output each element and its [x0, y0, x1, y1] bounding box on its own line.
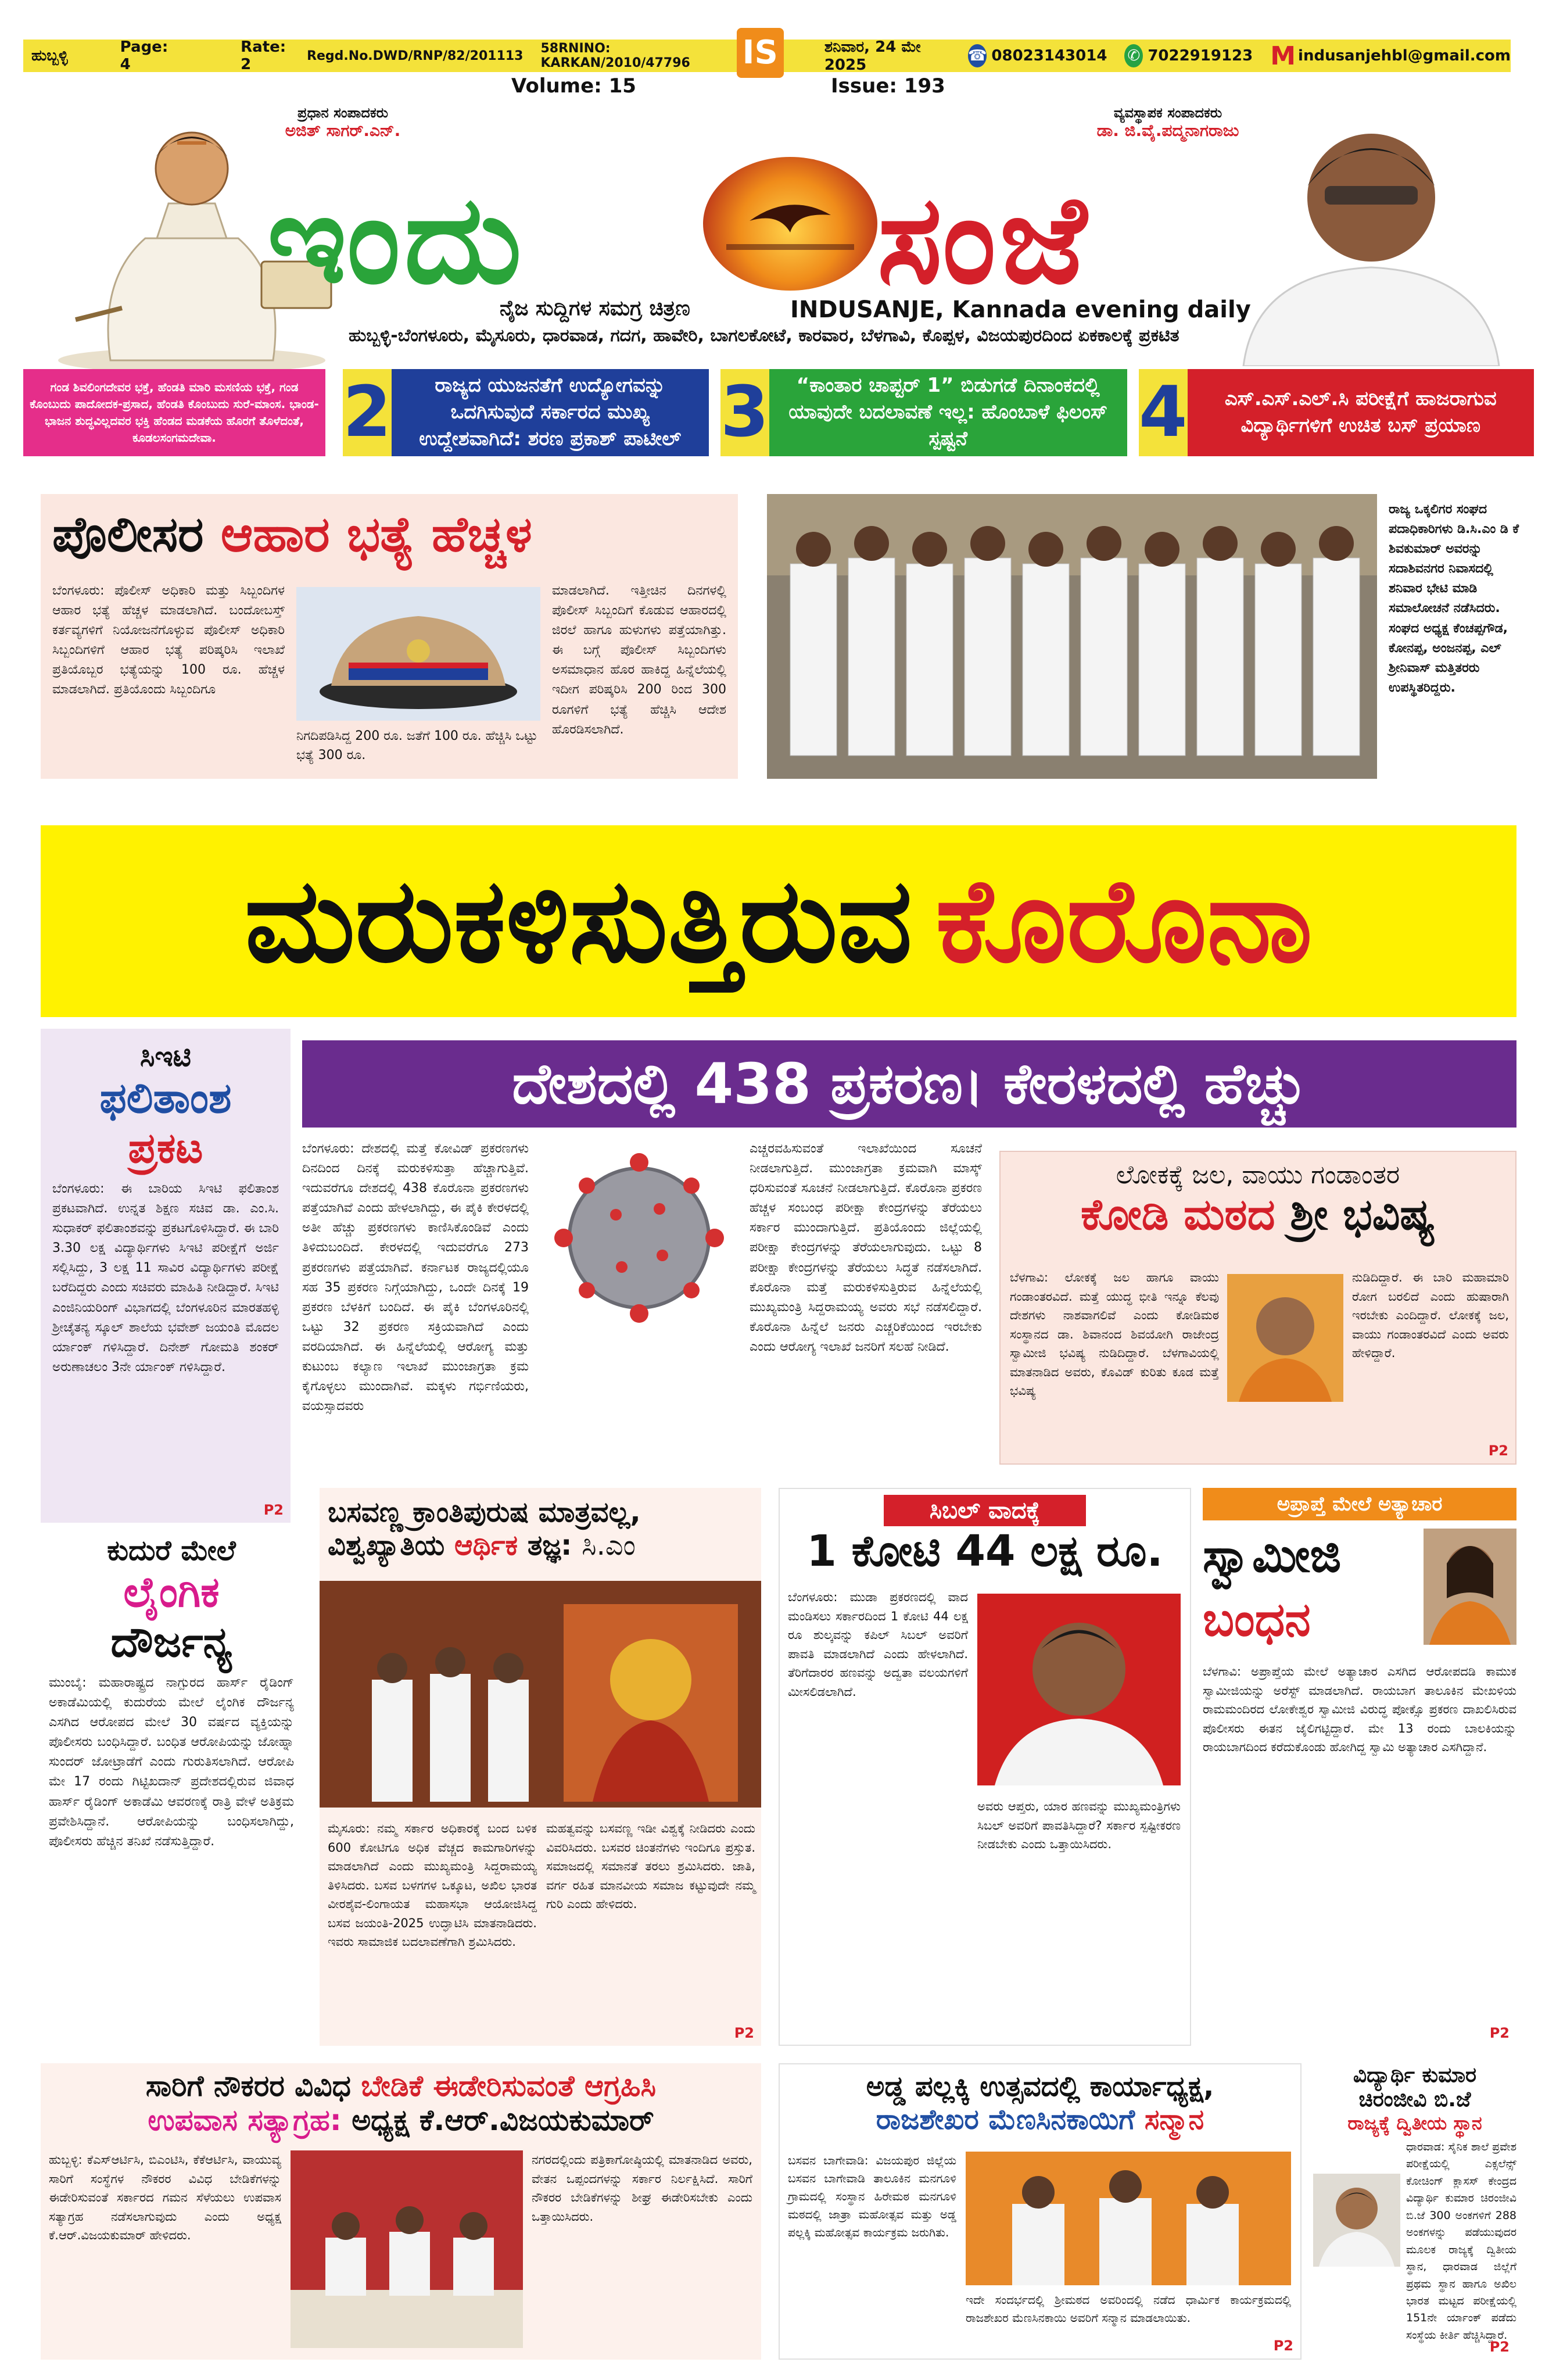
cet-continue[interactable]: P2 — [263, 1502, 284, 1518]
basavanna-col1: ಮೈಸೂರು: ನಮ್ಮ ಸರ್ಕಾರ ಅಧಿಕಾರಕ್ಕೆ ಬಂದ ಬಳಿಕ 600 ಕೋಟಿಗೂ ಅಧಿಕ ವೆಚ್ಚದ ಕಾಮಗಾರಿಗಳನ್ನು ಮಾಡಲಾಗಿದೆ ಎಂದು ಮುಖ್ಯಮಂತ್ರಿ ಸಿದ್ದರಾಮಯ್ಯ ತಿಳಿಸಿದರು. ಬಸವ ಬಳಗಗಳ ಒಕ್ಕೂಟ, ಅಖಿಲ ಭಾರತ ವೀರಶೈವ-ಲಿಂಗಾಯತ ಮಹಾಸಭಾ ಆಯೋಜಿಸಿದ್ದ ಬಸವ ಜಯಂತಿ-2025 ಉದ್ಘಾಟಿಸಿ ಮಾತನಾಡಿದರು. ಇವರು ಸಾಮಾಜಿಕ ಬದಲಾವಣೆಗಾಗಿ ಶ್ರಮಿಸಿದರು. — [328, 1821, 537, 1949]
kodi-headline-a: ಕೋಡಿ ಮಠದ — [1081, 1190, 1275, 1240]
swamiji-text: ಬೆಳಗಾವಿ: ಅಪ್ರಾಪ್ತೆಯ ಮೇಲೆ ಅತ್ಯಾಚಾರ ಎಸಗಿದ ಆರೋಪದಡಿ ಕಾಮುಕ ಸ್ವಾಮೀಜಿಯನ್ನು ಅರೆಸ್ಟ್ ಮಾಡಲಾಗಿದೆ. ರಾಯಬಾಗ ತಾಲೂಕಿನ ಮೇಖಳಿಯ ರಾಮಮಂದಿರದ ಲೋಕೇಶ್ವರ ಸ್ವಾಮೀಜಿ ವಿರುದ್ಧ ಪೋಕ್ಸೊ ಪ್ರಕರಣ ದಾಖಲಿಸಿರುವ ಪೊಲೀಸರು ಈತನ ಜೈಲಿಗಟ್ಟಿದ್ದಾರೆ. ಮೇ 13 ರಂದು ಬಾಲಕಿಯನ್ನು ರಾಯಬಾಗದಿಂದ ಕರೆದುಕೊಂಡು ಹೋಗಿದ್ದ ಸ್ವಾಮಿ ಅತ್ಯಾಚಾರ ಎಸಗಿದ್ದಾನೆ. — [1203, 1665, 1516, 1755]
phone-number[interactable]: 08023143014 — [991, 47, 1107, 65]
swamiji-article — [1203, 1488, 1516, 2046]
sibil-article — [779, 1488, 1191, 2046]
swamiji-headline-b: ಬಂಧನ — [1203, 1592, 1311, 1647]
adda-headline-b: ರಾಜಶೇಖರ ಮೆಣಸಿನಕಾಯಿಗೆ — [876, 2103, 1135, 2136]
police-cap-image — [296, 587, 540, 721]
teaser-4-text: ಎಸ್.ಎಸ್.ಎಲ್.ಸಿ ಪರೀಕ್ಷೆಗೆ ಹಾಜರಾಗುವ ವಿದ್ಯಾರ್ಥಿಗಳಿಗೆ ಉಚಿತ ಬಸ್ ಪ್ರಯಾಣ — [1224, 387, 1497, 437]
kodi-col2: ನುಡಿದಿದ್ದಾರೆ. ಈ ಬಾರಿ ಮಹಾಮಾರಿ ರೋಗ ಬರಲಿದೆ ಎಂದು ಹುಷಾರಾಗಿ ಇರಬೇಕು ಎಂದಿದ್ದಾರೆ. ಲೋಕಕ್ಕೆ ಜಲ, ವಾಯು ಗಂಡಾಂತರವಿದೆ ಎಂದು ಅವರು ಹೇಳಿದ್ದಾರೆ. — [1352, 1270, 1509, 1361]
teaser-3[interactable] — [720, 369, 1127, 456]
student-headline-a: ವಿದ್ಯಾರ್ಥಿ ಕುಮಾರ — [1353, 2063, 1477, 2087]
adda-col2: ಇದೇ ಸಂದರ್ಭದಲ್ಲಿ ಶ್ರೀಮಠದ ಅವರಿಂದಲ್ಲಿ ನಡೆದ ಧಾರ್ಮಿಕ ಕಾರ್ಯಕ್ರಮದಲ್ಲಿ ರಾಜಶೇಖರ ಮೆಣಸಿನಕಾಯಿ ಅವರಿಗೆ ಸನ್ಮಾನ ಮಾಡಲಾಯಿತು. — [966, 2293, 1291, 2325]
police-headline-a: ಪೊಲೀಸರ — [52, 506, 204, 563]
founder-photo — [1220, 99, 1522, 366]
student-headline-c: ರಾಜ್ಯಕ್ಕೆ ದ್ವಿತೀಯ ಸ್ಥಾನ — [1347, 2112, 1482, 2134]
corona-headline-a: ಮರುಕಳಿಸುತ್ತಿರುವ — [244, 853, 913, 989]
swamiji-photo — [1227, 1274, 1343, 1402]
horse-text: ಮುಂಬೈ: ಮಹಾರಾಷ್ಟ್ರದ ನಾಗ್ಪುರದ ಹಾರ್ಸ್ ರೈಡಿಂಗ್ ಅಕಾಡೆಮಿಯಲ್ಲಿ ಕುದುರೆಯ ಮೇಲೆ ಲೈಂಗಿಕ ದೌರ್ಜನ್ಯ ಎಸಗಿದ ಆರೋಪದ ಮೇಲೆ 30 ವರ್ಷದ ವ್ಯಕ್ತಿಯನ್ನು ಪೊಲೀಸರು ಬಂಧಿಸಿದ್ದಾರೆ. ಬಂಧಿತ ಆರೋಪಿಯನ್ನು ಜೋಹ್ನಾ ಸುಂದರ್ ಜೋಟ್ರಾಡೆಗೆ ಎಂದು ಗುರುತಿಸಲಾಗಿದೆ. ಆರೋಪಿ ಮೇ 17 ರಂದು ಗಿಟ್ಟಿಖದಾನ್ ಪ್ರದೇಶದಲ್ಲಿರುವ ಜಿವಾಧ ಹಾರ್ಸ್ ರೈಡಿಂಗ್ ಅಕಾಡೆಮಿ ಆವರಣಕ್ಕೆ ರಾತ್ರಿ ವೇಳೆ ಅತಿಕ್ರಮ ಪ್ರವೇಶಿಸಿದ್ದಾನೆ. ಆರೋಪಿಯನ್ನು ಬಂಧಿಸಲಾಗಿದ್ದು, ಪೊಲೀಸರು ಹೆಚ್ಚಿನ ತನಿಖೆ ನಡೆಸುತ್ತಿದ್ದಾರೆ. — [49, 1676, 294, 1849]
cet-headline-a: ಫಲಿತಾಂಶ — [99, 1073, 232, 1122]
meeting-caption: ರಾಜ್ಯ ಒಕ್ಕಲಿಗರ ಸಂಘದ ಪದಾಧಿಕಾರಿಗಳು ಡಿ.ಸಿ.ಎಂ ಡಿ ಕೆ ಶಿವಕುಮಾರ್ ಅವರನ್ನು ಸದಾಶಿವನಗರ ನಿವಾಸದಲ್ಲಿ ಶನಿವಾರ ಭೇಟಿ ಮಾಡಿ ಸಮಾಲೋಚನೆ ನಡೆಸಿದರು. ಸಂಘದ ಅಧ್ಯಕ್ಷ ಕೆಂಚಪ್ಪಗೌಡ, ಕೋನಪ್ಪ, ಅಂಜನಪ್ಪ, ಎಲ್ ಶ್ರೀನಿವಾಸ್ ಮತ್ತಿತರರು ಉಪಸ್ಥಿತರಿದ್ದರು. — [1389, 502, 1519, 695]
student-headline-b: ಚಿರಂಜೀವಿ ಬಿ.ಜೆ — [1358, 2088, 1471, 2111]
manager-name: ಡಾ. ಜಿ.ವೈ.ಪದ್ಮನಾಗರಾಜು — [1096, 121, 1239, 140]
police-col1: ಬೆಂಗಳೂರು: ಪೊಲೀಸ್ ಅಧಿಕಾರಿ ಮತ್ತು ಸಿಬ್ಬಂದಿಗಳ ಆಹಾರ ಭತ್ಯೆ ಹೆಚ್ಚಳ ಮಾಡಲಾಗಿದೆ. ಬಂದೋಬಸ್ತ್ ಕರ್ತವ್ಯಗಳಿಗೆ ನಿಯೋಜನೆಗೊಳ್ಳುವ ಪೊಲೀಸ್ ಅಧಿಕಾರಿ ಸಿಬ್ಬಂದಿಗಳಿಗೆ ಆಹಾರ ಭತ್ಯೆ ಪರಿಷ್ಕರಿಸಿ ಇಲಾಖೆ ಪ್ರತಿಯೊಬ್ಬರ ಭತ್ಯೆಯನ್ನು 100 ರೂ. ಹೆಚ್ಚಳ ಮಾಡಲಾಗಿದೆ. ಪ್ರತಿಯೊಂದು ಸಿಬ್ಬಂದಿಗೂ — [52, 584, 285, 697]
police-headline-b: ಆಹಾರ ಭತ್ಯೆ ಹೆಚ್ಚಳ — [220, 506, 532, 563]
basavanna-headline-b2: ಆರ್ಥಿಕ — [454, 1529, 518, 1562]
date-label: ಶನಿವಾರ, 24 ಮೇ 2025 — [824, 38, 921, 74]
swamiji-headline-a: ಸ್ವಾಮೀಜಿ — [1203, 1529, 1342, 1583]
corona-subhead: ದೇಶದಲ್ಲಿ 438 ಪ್ರಕರಣ। ಕೇರಳದಲ್ಲಿ ಹೆಚ್ಚು — [302, 1040, 1516, 1128]
corona-col2: ಎಚ್ಚರವಹಿಸುವಂತೆ ಇಲಾಖೆಯಿಂದ ಸೂಚನೆ ನೀಡಲಾಗುತ್ತಿದೆ. ಮುಂಜಾಗ್ರತಾ ಕ್ರಮವಾಗಿ ಮಾಸ್ಕ್ ಧರಿಸುವಂತೆ ಸೂಚನೆ ನೀಡಲಾಗುತ್ತಿದೆ. ಕೊರೊನಾ ಪ್ರಕರಣ ಹೆಚ್ಚಳ ಸಂಬಂಧ ಪರೀಕ್ಷಾ ಕೇಂದ್ರಗಳನ್ನು ತೆರೆಯಲು ಸರ್ಕಾರ ಮುಂದಾಗುತ್ತಿದೆ. ಪ್ರತಿಯೊಂದು ಜಿಲ್ಲೆಯಲ್ಲಿ ಪರೀಕ್ಷಾ ಕೇಂದ್ರಗಳನ್ನು ತೆರೆಯಲಾಗುವುದು. ಒಟ್ಟು 8 ಪರೀಕ್ಷಾ ಕೇಂದ್ರಗಳನ್ನು ತೆರೆಯಲು ಸಿದ್ಧತೆ ನಡೆಸಲಾಗಿದೆ. ಕೊರೊನಾ ಮತ್ತೆ ಮರುಕಳಿಸುತ್ತಿರುವ ಹಿನ್ನೆಲೆಯಲ್ಲಿ ಮುಖ್ಯಮಂತ್ರಿ ಸಿದ್ದರಾಮಯ್ಯ ಅವರು ಸಭೆ ನಡೆಸಲಿದ್ದಾರೆ. ಕೊರೊನಾ ಹಿನ್ನೆಲೆ ಜನರು ಎಚ್ಚರಿಕೆಯಿಂದ ಇರಬೇಕು ಎಂದು ಆರೋಗ್ಯ ಇಲಾಖೆ ಜನರಿಗೆ ಸಲಹೆ ನೀಡಿದೆ. — [750, 1141, 982, 1354]
swamiji-kicker: ಅಪ್ರಾಪ್ತೆ ಮೇಲೆ ಅತ್ಯಾಚಾರ — [1203, 1488, 1516, 1520]
sibil-photo — [977, 1594, 1181, 1785]
teaser-2[interactable] — [343, 369, 709, 456]
basavanna-headline-b4: ಸಿ.ಎಂ — [582, 1529, 636, 1562]
city-label: ಹುಬ್ಬಳ್ಳಿ — [31, 46, 68, 65]
editor-role: ಪ್ರಧಾನ ಸಂಪಾದಕರು — [297, 105, 388, 121]
regd-number: Regd.No.DWD/RNP/82/201113 — [307, 48, 524, 63]
kodi-continue[interactable]: P2 — [1488, 1443, 1508, 1459]
whatsapp-number[interactable]: 7022919123 — [1148, 47, 1253, 65]
press-meet-photo — [291, 2150, 523, 2348]
kodi-headline — [1001, 1190, 1515, 1240]
student-article — [1313, 2063, 1516, 2360]
horse-headline-b: ಲೈಂಗಿಕ — [123, 1567, 220, 1616]
satyagraha-col1: ಹುಬ್ಬಳ್ಳಿ: ಕೆಎಸ್ಆರ್ಟಿಸಿ, ಬಿಎಂಟಿಸಿ, ಕೆಕೆಆರ್ಟಿಸಿ, ವಾಯುವ್ಯ ಸಾರಿಗೆ ಸಂಸ್ಥೆಗಳ ನೌಕರರ ವಿವಿಧ ಬೇಡಿಕೆಗಳನ್ನು ಈಡೇರಿಸುವಂತೆ ಸರ್ಕಾರದ ಗಮನ ಸೆಳೆಯಲು ಉಪವಾಸ ಸತ್ಯಾಗ್ರಹ ನಡೆಸಲಾಗುವುದು ಎಂದು ಅಧ್ಯಕ್ಷ ಕೆ.ಆರ್.ವಿಜಯಕುಮಾರ್ ಹೇಳಿದರು. — [49, 2153, 281, 2243]
sibil-headline: 1 ಕೋಟಿ 44 ಲಕ್ಷ ರೂ. — [806, 1526, 1163, 1576]
whatsapp-icon: ✆ — [1124, 44, 1143, 67]
swamiji-continue[interactable]: P2 — [1489, 2025, 1510, 2041]
basavanna-event-photo — [320, 1581, 761, 1808]
masthead-tagline: ನೈಜ ಸುದ್ದಿಗಳ ಸಮಗ್ರ ಚಿತ್ರಣ — [500, 296, 690, 320]
volume-label: Volume: 15 — [511, 74, 636, 98]
email-address[interactable]: indusanjehbl@gmail.com — [1298, 47, 1511, 65]
issue-label: Issue: 193 — [831, 74, 945, 98]
horse-article — [41, 1534, 302, 2057]
kodi-headline-b: ಶ್ರೀ ಭವಿಷ್ಯ — [1290, 1190, 1435, 1240]
manager-role: ವ್ಯವಸ್ಥಾಪಕ ಸಂಪಾದಕರು — [1113, 105, 1222, 121]
satyagraha-col2: ನಗರದಲ್ಲಿಂದು ಪತ್ರಿಕಾಗೋಷ್ಠಿಯಲ್ಲಿ ಮಾತನಾಡಿದ ಅವರು, ವೇತನ ಒಪ್ಪಂದಗಳನ್ನು ಸರ್ಕಾರ ನಿರ್ಲಕ್ಷಿಸಿದೆ. ಸಾರಿಗೆ ನೌಕರರ ಬೇಡಿಕೆಗಳನ್ನು ಶೀಘ್ರ ಈಡೇರಿಸಬೇಕು ಎಂದು ಒತ್ತಾಯಿಸಿದರು. — [532, 2153, 752, 2224]
vachana-quote: ಗಂಡ ಶಿವಲಿಂಗದೇವರ ಭಕ್ತೆ, ಹೆಂಡತಿ ಮಾರಿ ಮಸಣಿಯ ಭಕ್ತೆ, ಗಂಡ ಕೊಂಬುದು ಪಾದೋದಕ-ಪ್ರಸಾದ, ಹೆಂಡತಿ ಕೊಂಬುದು ಸುರೆ-ಮಾಂಸ. ಭಾಂಡ-ಭಾಜನ ಶುದ್ಧವಿಲ್ಲದವರ ಭಕ್ತಿ ಹೆಂಡದ ಮಡಕೆಯ ಹೊರಗೆ ತೊಳೆದಂತೆ, ಕೂಡಲಸಂಗಮದೇವಾ. — [30, 380, 319, 445]
cet-text: ಬೆಂಗಳೂರು: ಈ ಬಾರಿಯ ಸಿಇಟಿ ಫಲಿತಾಂಶ ಪ್ರಕಟವಾಗಿದೆ. ಉನ್ನತ ಶಿಕ್ಷಣ ಸಚಿವ ಡಾ. ಎಂ.ಸಿ. ಸುಧಾಕರ್ ಫಲಿತಾಂಶವನ್ನು ಪ್ರಕಟಗೊಳಿಸಿದ್ದಾರೆ. ಈ ಬಾರಿ 3.30 ಲಕ್ಷ ವಿದ್ಯಾರ್ಥಿಗಳು ಸಿಇಟಿ ಪರೀಕ್ಷೆಗೆ ಅರ್ಜಿ ಸಲ್ಲಿಸಿದ್ದು, 3 ಲಕ್ಷ 11 ಸಾವಿರ ವಿದ್ಯಾರ್ಥಿಗಳು ಪರೀಕ್ಷೆ ಬರೆದಿದ್ದರು ಎಂದು ಸಚಿವರು ಮಾಹಿತಿ ನೀಡಿದ್ದಾರೆ. ಸಿಇಟಿ ಎಂಜಿನಿಯರಿಂಗ್ ವಿಭಾಗದಲ್ಲಿ ಬೆಂಗಳೂರಿನ ಮಾರತಹಳ್ಳಿ ಶ್ರೀಚೈತನ್ಯ ಸ್ಕೂಲ್ ಶಾಲೆಯ ಭವೇಶ್ ಜಯಂತಿ ಮೊದಲ ರ್ಯಾಂಕ್ ಗಳಿಸಿದ್ದಾರೆ. ದಿನೇಶ್ ಗೋಮತಿ ಶಂಕರ್ ಅರುಣಾಚಲಂ 3ನೇ ರ್ಯಾಂಕ್ ಗಳಿಸಿದ್ದಾರೆ. — [52, 1182, 279, 1375]
satyagraha-headline-1 — [41, 2063, 761, 2103]
sibil-col2: ಅವರು ಆಪ್ತರು, ಯಾರ ಹಣವನ್ನು ಮುಖ್ಯಮಂತ್ರಿಗಳು ಸಿಬಲ್ ಅವರಿಗೆ ಪಾವತಿಸಿದ್ದಾರೆ? ಸರ್ಕಾರ ಸ್ಪಷ್ಟೀಕರಣ ನೀಡಬೇಕು ಎಂದು ಒತ್ತಾಯಿಸಿದರು. — [977, 1799, 1181, 1852]
vachana-quote-box — [23, 369, 325, 456]
police-headline — [52, 506, 532, 563]
basavanna-headline-a: ಬಸವಣ್ಣ ಕ್ರಾಂತಿಪುರುಷ ಮಾತ್ರವಲ್ಲ, — [328, 1496, 641, 1529]
accused-swamiji-photo — [1424, 1529, 1516, 1645]
masthead-brand: INDUSANJE, Kannada evening daily — [790, 296, 1251, 323]
teaser-3-number: 3 — [720, 369, 769, 456]
corona-headline-b: ಕೊರೊನಾ — [935, 853, 1313, 989]
rate-label: Rate: 2 — [241, 38, 286, 73]
horse-headline-a: ಕುದುರೆ ಮೇಲೆ — [107, 1534, 236, 1567]
adda-col1: ಬಸವನ ಬಾಗೇವಾಡಿ: ವಿಜಯಪುರ ಜಿಲ್ಲೆಯ ಬಸವನ ಬಾಗೇವಾಡಿ ತಾಲೂಕಿನ ಮನಗೂಳಿ ಗ್ರಾಮದಲ್ಲಿ ಸಂಸ್ಥಾನ ಹಿರೇಮಠ ಮನಗೂಳಿ ಮಠದಲ್ಲಿ ಜಾತ್ರಾ ಮಹೋತ್ಸವ ಮತ್ತು ಅಡ್ಡ ಪಲ್ಲಕ್ಕಿ ಮಹೋತ್ಸವ ಕಾರ್ಯಕ್ರಮ ಜರುಗಿತು. — [788, 2153, 956, 2239]
top-info-bar — [23, 34, 1511, 74]
police-caption: ನಿಗದಿಪಡಿಸಿದ್ದ 200 ರೂ. ಜತೆಗೆ 100 ರೂ. ಹೆಚ್ಚಿಸಿ ಒಟ್ಟು ಭತ್ಯೆ 300 ರೂ. — [296, 729, 538, 763]
kodi-article — [999, 1151, 1516, 1465]
satyagraha-headline-b: ಬೇಡಿಕೆ ಈಡೇರಿಸುವಂತೆ ಆಗ್ರಹಿಸಿ — [361, 2069, 657, 2103]
basavanna-headline-b1: ವಿಶ್ವಖ್ಯಾತಿಯ — [328, 1529, 445, 1562]
basavanna-headline-b3: ತಜ್ಞ: — [527, 1529, 572, 1562]
basavanna-continue[interactable]: P2 — [734, 2025, 754, 2041]
student-text: ಧಾರವಾಡ: ಸೈನಿಕ ಶಾಲೆ ಪ್ರವೇಶ ಪರೀಕ್ಷೆಯಲ್ಲಿ ಎಕ್ಸಲೆನ್ಸ್ ಕೋಚಿಂಗ್ ಕ್ಲಾಸಸ್ ಕೇಂದ್ರದ ವಿದ್ಯಾರ್ಥಿ ಕುಮಾರ ಚಿರಂಜೀವಿ ಬಿ.ಜೆ 300 ಅಂಕಗಳಿಗೆ 288 ಅಂಕಗಳನ್ನು ಪಡೆಯುವುದರ ಮೂಲಕ ರಾಜ್ಯಕ್ಕೆ ದ್ವಿತೀಯ ಸ್ಥಾನ, ಧಾರವಾಡ ಜಿಲ್ಲೆಗೆ ಪ್ರಥಮ ಸ್ಥಾನ ಹಾಗೂ ಅಖಿಲ ಭಾರತ ಮಟ್ಟದ ಪರೀಕ್ಷೆಯಲ್ಲಿ 151ನೇ ರ್ಯಾಂಕ್ ಪಡೆದು ಸಂಸ್ಥೆಯ ಕೀರ್ತಿ ಹೆಚ್ಚಿಸಿದ್ದಾರೆ. — [1406, 2141, 1516, 2342]
basavanna-article — [320, 1488, 761, 2046]
cet-article — [41, 1029, 291, 1523]
teaser-4-number: 4 — [1139, 369, 1188, 456]
satyagraha-headline-2 — [41, 2103, 761, 2138]
kodi-kicker: ಲೋಕಕ್ಕೆ ಜಲ, ವಾಯು ಗಂಡಾಂತರ — [1116, 1160, 1400, 1190]
corona-col1: ಬೆಂಗಳೂರು: ದೇಶದಲ್ಲಿ ಮತ್ತೆ ಕೋವಿಡ್ ಪ್ರಕರಣಗಳು ದಿನದಿಂದ ದಿನಕ್ಕೆ ಮರುಕಳಿಸುತ್ತಾ ಹೆಚ್ಚಾಗುತ್ತಿವೆ. ಇದುವರೆಗೂ ದೇಶದಲ್ಲಿ 438 ಕೊರೊನಾ ಪ್ರಕರಣಗಳು ಪತ್ತೆಯಾಗಿವೆ ಎಂದು ಹೇಳಲಾಗಿದ್ದು, ಈ ಪೈಕಿ ಕೇರಳದಲ್ಲಿ ಅತೀ ಹೆಚ್ಚು ಪ್ರಕರಣಗಳು ಕಾಣಿಸಿಕೊಂಡಿವೆ ಎಂದು ತಿಳಿದುಬಂದಿದೆ. ಕೇರಳದಲ್ಲಿ ಇದುವರೆಗೂ 273 ಪ್ರಕರಣಗಳು ಪತ್ತೆಯಾಗಿವೆ. ಕರ್ನಾಟಕ ರಾಜ್ಯದಲ್ಲಿಯೂ ಸಹ 35 ಪ್ರಕರಣ ನಿಗ್ಗೆಯಾಗಿದ್ದು, ಒಂದೇ ದಿನಕ್ಕೆ 19 ಪ್ರಕರಣ ಬೆಳಕಿಗೆ ಬಂದಿದೆ. ಈ ಪೈಕಿ ಬೆಂಗಳೂರಿನಲ್ಲಿ ಒಟ್ಟು 32 ಪ್ರಕರಣ ಸಕ್ರಿಯವಾಗಿದೆ ಎಂದು ವರದಿಯಾಗಿದೆ. ಈ ಹಿನ್ನೆಲೆಯಲ್ಲಿ ಆರೋಗ್ಯ ಮತ್ತು ಕುಟುಂಬ ಕಲ್ಯಾಣ ಇಲಾಖೆ ಮುಂಜಾಗ್ರತಾ ಕ್ರಮ ಕೈಗೊಳ್ಳಲು ಮುಂದಾಗಿವೆ. ಮಕ್ಕಳು ಗರ್ಭಿಣಿಯರು, ವಯಸ್ಸಾದವರು — [302, 1141, 529, 1414]
satyagraha-article — [41, 2063, 761, 2360]
virus-image — [535, 1139, 744, 1337]
rni-number: 58RNINO: KARKAN/2010/47796 — [540, 41, 690, 70]
meeting-photo — [767, 494, 1377, 779]
satyagraha-headline-a: ಸಾರಿಗೆ ನೌಕರರ ವಿವಿಧ — [145, 2069, 351, 2103]
horse-headline-c: ದೌರ್ಜನ್ಯ — [110, 1617, 232, 1666]
felicitation-photo — [966, 2152, 1291, 2285]
basavanna-col2: ಮಹತ್ವವನ್ನು ಬಸವಣ್ಣ ಇಡೀ ವಿಶ್ವಕ್ಕೆ ನೀಡಿದರು ಎಂದು ವಿವರಿಸಿದರು. ಬಸವರ ಚಿಂತನೆಗಳು ಇಂದಿಗೂ ಪ್ರಸ್ತುತ. ಸಮಾಜದಲ್ಲಿ ಸಮಾನತೆ ತರಲು ಶ್ರಮಿಸಿದರು. ಜಾತಿ, ವರ್ಗ ರಹಿತ ಮಾನವೀಯ ಸಮಾಜ ಕಟ್ಟುವುದೇ ನಮ್ಮ ಗುರಿ ಎಂದು ಹೇಳಿದರು. — [546, 1821, 755, 1912]
adda-continue[interactable]: P2 — [1273, 2338, 1293, 2354]
masthead-cities: ಹುಬ್ಬಳ್ಳಿ-ಬೆಂಗಳೂರು, ಮೈಸೂರು, ಧಾರವಾಡ, ಗದಗ, ಹಾವೇರಿ, ಬಾಗಲಕೋಟೆ, ಕಾರವಾರ, ಬೆಳಗಾವಿ, ಕೊಪ್ಪಳ, ವಿಜಯಪುರದಿಂದ ಏಕಕಾಲಕ್ಕೆ ಪ್ರಕಟಿತ — [349, 325, 1179, 346]
satyagraha-headline-c: ಉಪವಾಸ ಸತ್ಯಾಗ್ರಹ: — [148, 2103, 342, 2137]
email-icon: M — [1270, 41, 1296, 71]
corona-banner — [41, 825, 1516, 1017]
sibil-col1: ಬೆಂಗಳೂರು: ಮುಡಾ ಪ್ರಕರಣದಲ್ಲಿ ವಾದ ಮಂಡಿಸಲು ಸರ್ಕಾರದಿಂದ 1 ಕೋಟಿ 44 ಲಕ್ಷ ರೂ ಶುಲ್ಕವನ್ನು ಕಪಿಲ್ ಸಿಬಲ್ ಅವರಿಗೆ ಪಾವತಿ ಮಾಡಲಾಗಿದೆ ಎಂದು ಹೇಳಲಾಗಿದೆ. ತೆರಿಗೆದಾರರ ಹಣವನ್ನು ಅದ್ವತಾ ವಲಯಗಳಿಗೆ ಮೀಸಲಿಡಲಾಗಿದೆ. — [788, 1590, 968, 1699]
basavanna-headline-b — [320, 1529, 761, 1562]
teaser-2-number: 2 — [343, 369, 392, 456]
kodi-col1: ಬೆಳಗಾವಿ: ಲೋಕಕ್ಕೆ ಜಲ ಹಾಗೂ ವಾಯು ಗಂಡಾಂತರವಿದೆ. ಮತ್ತೆ ಯುದ್ಧ ಭೀತಿ ಇನ್ನೂ ಕೆಲವು ದೇಶಗಳು ನಾಶವಾಗಲಿವೆ ಎಂದು ಕೋಡಿಮಠ ಸಂಸ್ಥಾನದ ಡಾ. ಶಿವಾನಂದ ಶಿವಯೋಗಿ ರಾಜೇಂದ್ರ ಸ್ವಾಮೀಜಿ ಭವಿಷ್ಯ ನುಡಿದಿದ್ದಾರೆ. ಬೆಳಗಾವಿಯಲ್ಲಿ ಮಾತನಾಡಿದ ಅವರು, ಕೊವಿಡ್ ಕುರಿತು ಕೂಡ ಮತ್ತೆ ಭವಿಷ್ಯ — [1010, 1270, 1219, 1398]
adda-headline-a: ಅಡ್ಡ ಪಲ್ಲಕ್ಕಿ ಉತ್ಸವದಲ್ಲಿ ಕಾರ್ಯಾಧ್ಯಕ್ಷ, — [866, 2070, 1214, 2103]
editor-name: ಅಜಿತ್ ಸಾಗರ್.ಎನ್. — [285, 121, 401, 140]
masthead-title-part1: ಇಂದು — [267, 169, 525, 311]
cet-headline-b: ಪ್ರಕಟ — [128, 1123, 203, 1172]
cet-kicker: ಸಿಇಟಿ — [139, 1040, 192, 1073]
police-article — [41, 494, 738, 779]
page-number: Page: 4 — [120, 38, 168, 73]
is-logo: IS — [737, 28, 784, 78]
police-col2: ಮಾಡಲಾಗಿದೆ. ಇತ್ತೀಚಿನ ದಿನಗಳಲ್ಲಿ ಪೊಲೀಸ್ ಸಿಬ್ಬಂದಿಗೆ ಕೊಡುವ ಆಹಾರದಲ್ಲಿ ಜಿರಲೆ ಹಾಗೂ ಹುಳುಗಳು ಪತ್ತೆಯಾಗಿತ್ತು. ಈ ಬಗ್ಗೆ ಪೊಲೀಸ್ ಸಿಬ್ಬಂದಿಗಳು ಅಸಮಾಧಾನ ಹೊರ ಹಾಕಿದ್ದ ಹಿನ್ನೆಲೆಯಲ್ಲಿ ಇದೀಗ ಪರಿಷ್ಕರಿಸಿ 200 ರಿಂದ 300 ರೂಗಳಿಗೆ ಭತ್ಯೆ ಹೆಚ್ಚಿಸಿ ಆದೇಶ ಹೊರಡಿಸಲಾಗಿದೆ. — [552, 584, 726, 737]
masthead-title-part2: ಸಂಜೆ — [877, 169, 1091, 311]
sunset-bird-logo — [703, 157, 877, 291]
phone-icon: ☎ — [968, 44, 987, 67]
adda-headline-2 — [780, 2103, 1300, 2136]
teaser-2-text: ರಾಜ್ಯದ ಯುಜನತೆಗೆ ಉದ್ಯೋಗವನ್ನು ಒದಗಿಸುವುದೆ ಸರ್ಕಾರದ ಮುಖ್ಯ ಉದ್ದೇಶವಾಗಿದೆ: ಶರಣ ಪ್ರಕಾಶ್ ಪಾಟೀಲ್ — [419, 374, 682, 450]
adda-article — [779, 2063, 1302, 2360]
satyagraha-headline-d: ಅಧ್ಯಕ್ಷ ಕೆ.ಆರ್.ವಿಜಯಕುಮಾರ್ — [352, 2103, 654, 2137]
adda-headline-c: ಸನ್ಮಾನ — [1144, 2103, 1204, 2136]
sibil-kicker: ಸಿಬಲ್ ವಾದಕ್ಕೆ — [884, 1495, 1086, 1526]
student-continue[interactable]: P2 — [1489, 2339, 1510, 2355]
teaser-3-text: “ಕಾಂತಾರ ಚಾಪ್ಟರ್ 1” ಬಿಡುಗಡೆ ದಿನಾಂಕದಲ್ಲಿ ಯಾವುದೇ ಬದಲಾವಣೆ ಇಲ್ಲ: ಹೊಂಬಾಳೆ ಫಿಲಂಸ್ ಸ್ಪಷ್ಟನೆ — [788, 374, 1108, 450]
teaser-4[interactable] — [1139, 369, 1534, 456]
